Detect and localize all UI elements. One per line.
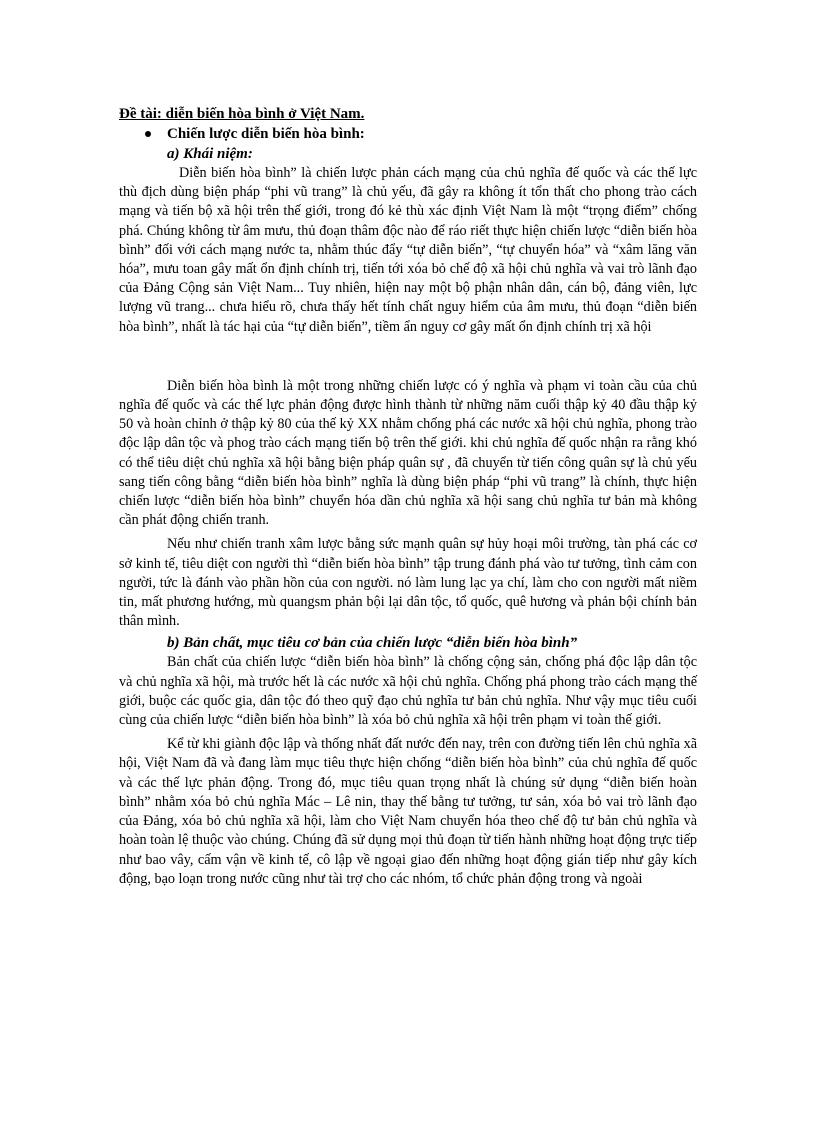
paragraph-a2: Diễn biến hòa bình là một trong những chiến lược có ý nghĩa và phạm vi toàn cầu của chủ nghĩa đế quốc và các thế lực phản động được hình thành từ những năm cuối thập kỷ 40 đầu thập kỷ 50 và hoàn chỉnh ở thập kỷ 80 của thế kỷ XX nhằm chống phá các nước xã hội chủ nghĩa, phong trào độc lập dân tộc và phog trào cách mạng tiến bộ trên thế giới. khi chủ nghĩa đế quốc nhận ra rằng khó có thể tiêu diệt chủ nghĩa xã hội bằng biện pháp quân sự , đã chuyển từ tiến công quân sự là chủ yếu sang tiến công bằng “diễn biến hòa bình” nghĩa là dùng biện pháp “phi vũ trang” là chính, thực hiện chiến lược “diễn biến hòa bình” chuyển hóa dần chủ nghĩa xã hội sang chủ nghĩa tư bản mà không cần phát động chiến tranh. xyxy=(119,377,697,529)
spacer xyxy=(119,337,697,377)
paragraph-b2: Kể từ khi giành độc lập và thống nhất đất nước đến nay, trên con đường tiến lên chủ nghĩa xã hội, Việt Nam đã và đang làm mục tiêu thực hiện chống “diễn biến hòa bình” của chủ nghĩa đế quốc và các thế lực phản động. Trong đó, mục tiêu quan trọng nhất là chúng sử dụng “diễn biến hoàn bình” nhằm xóa bỏ chủ nghĩa Mác – Lê nin, thay thế bằng tư tưởng, tư sản, xóa bỏ vai trò lãnh đạo của Đảng, xóa bỏ chủ nghĩa xã hội, làm cho Việt Nam chuyển hóa theo chế độ tư bản chủ nghĩa và hoàn toàn lệ thuộc vào chúng. Chúng đã sử dụng mọi thủ đoạn từ tiến hành những hoạt động trực tiếp như bao vây, cấm vận về kinh tế, cô lập về ngoại giao đến những hoạt động gián tiếp như gây kích động, bạo loạn trong nước cũng như tài trợ cho các nhóm, tổ chức phản động trong và ngoài xyxy=(119,736,697,887)
paragraph-a3: Nếu như chiến tranh xâm lược bằng sức mạnh quân sự hủy hoại môi trường, tàn phá các cơ sở kinh tế, tiêu diệt con người thì “diễn biến hòa bình” tập trung đánh phá vào tư tưởng, tình cảm con người, tức là đánh vào phần hồn của con người. nó làm lung lạc ya chí, làm cho con người mất niềm tin, mất phương hướng, mù quangsm phản bội lại dân tộc, tổ quốc, quê hương và phản bội chính bản thân mình. xyxy=(119,536,697,630)
bullet-heading xyxy=(119,124,697,144)
paragraph-a1: Diễn biến hòa bình” là chiến lược phản cách mạng của chủ nghĩa đế quốc và các thế lực thù địch dùng biện pháp “phi vũ trang” là chủ yếu, đã gây ra không ít tổn thất cho phong trào cách mạng và tiến bộ xã hội trên thế giới, trong đó kẻ thù xác định Việt Nam là một “trọng điểm” chống phá. Chúng không từ âm mưu, thủ đoạn thâm độc nào để ráo riết thực hiện chiến lược “diễn biến hòa bình” đối với cách mạng nước ta, nhằm thúc đẩy “tự diễn biến”, “tự chuyển hóa” và “xâm lăng văn hóa”, mưu toan gây mất ổn định chính trị, tiến tới xóa bỏ chế độ xã hội chủ nghĩa và vai trò lãnh đạo của Đảng Cộng sản Việt Nam... Tuy nhiên, hiện nay một bộ phận nhân dân, cán bộ, đảng viên, lực lượng vũ trang... chưa hiểu rõ, chưa thấy hết tính chất nguy hiểm của âm mưu, thủ đoạn “diễn biến hòa bình”, nhất là tác hại của “tự diễn biến”, tiềm ẩn nguy cơ gây mất ổn định chính trị xã hội xyxy=(119,165,697,335)
bullet-dot-icon xyxy=(145,131,151,137)
section-a-heading: a) Khái niệm: xyxy=(167,146,253,162)
section-b-heading: b) Bản chất, mục tiêu cơ bản của chiến lược “diễn biến hòa bình” xyxy=(167,635,578,652)
paragraph-b1: Bản chất của chiến lược “diễn biến hòa bình” là chống cộng sản, chống phá độc lập dân tộc và chủ nghĩa xã hội, mà trước hết là các nước xã hội chủ nghĩa. Chống phá phong trào cách mạng thế giới, buộc các quốc gia, dân tộc đó theo quỹ đạo chủ nghĩa tư bản chủ nghĩa. Như vậy mục tiêu cuối cùng của chiến lược “diễn biến hòa bình” là xóa bỏ chủ nghĩa xã hội trên phạm vi toàn thế giới. xyxy=(119,654,697,729)
bullet-heading-text: Chiến lược diễn biến hòa bình: xyxy=(167,126,365,142)
document-title: Đề tài: diễn biến hòa bình ở Việt Nam. xyxy=(119,106,365,122)
document-page xyxy=(119,104,697,889)
